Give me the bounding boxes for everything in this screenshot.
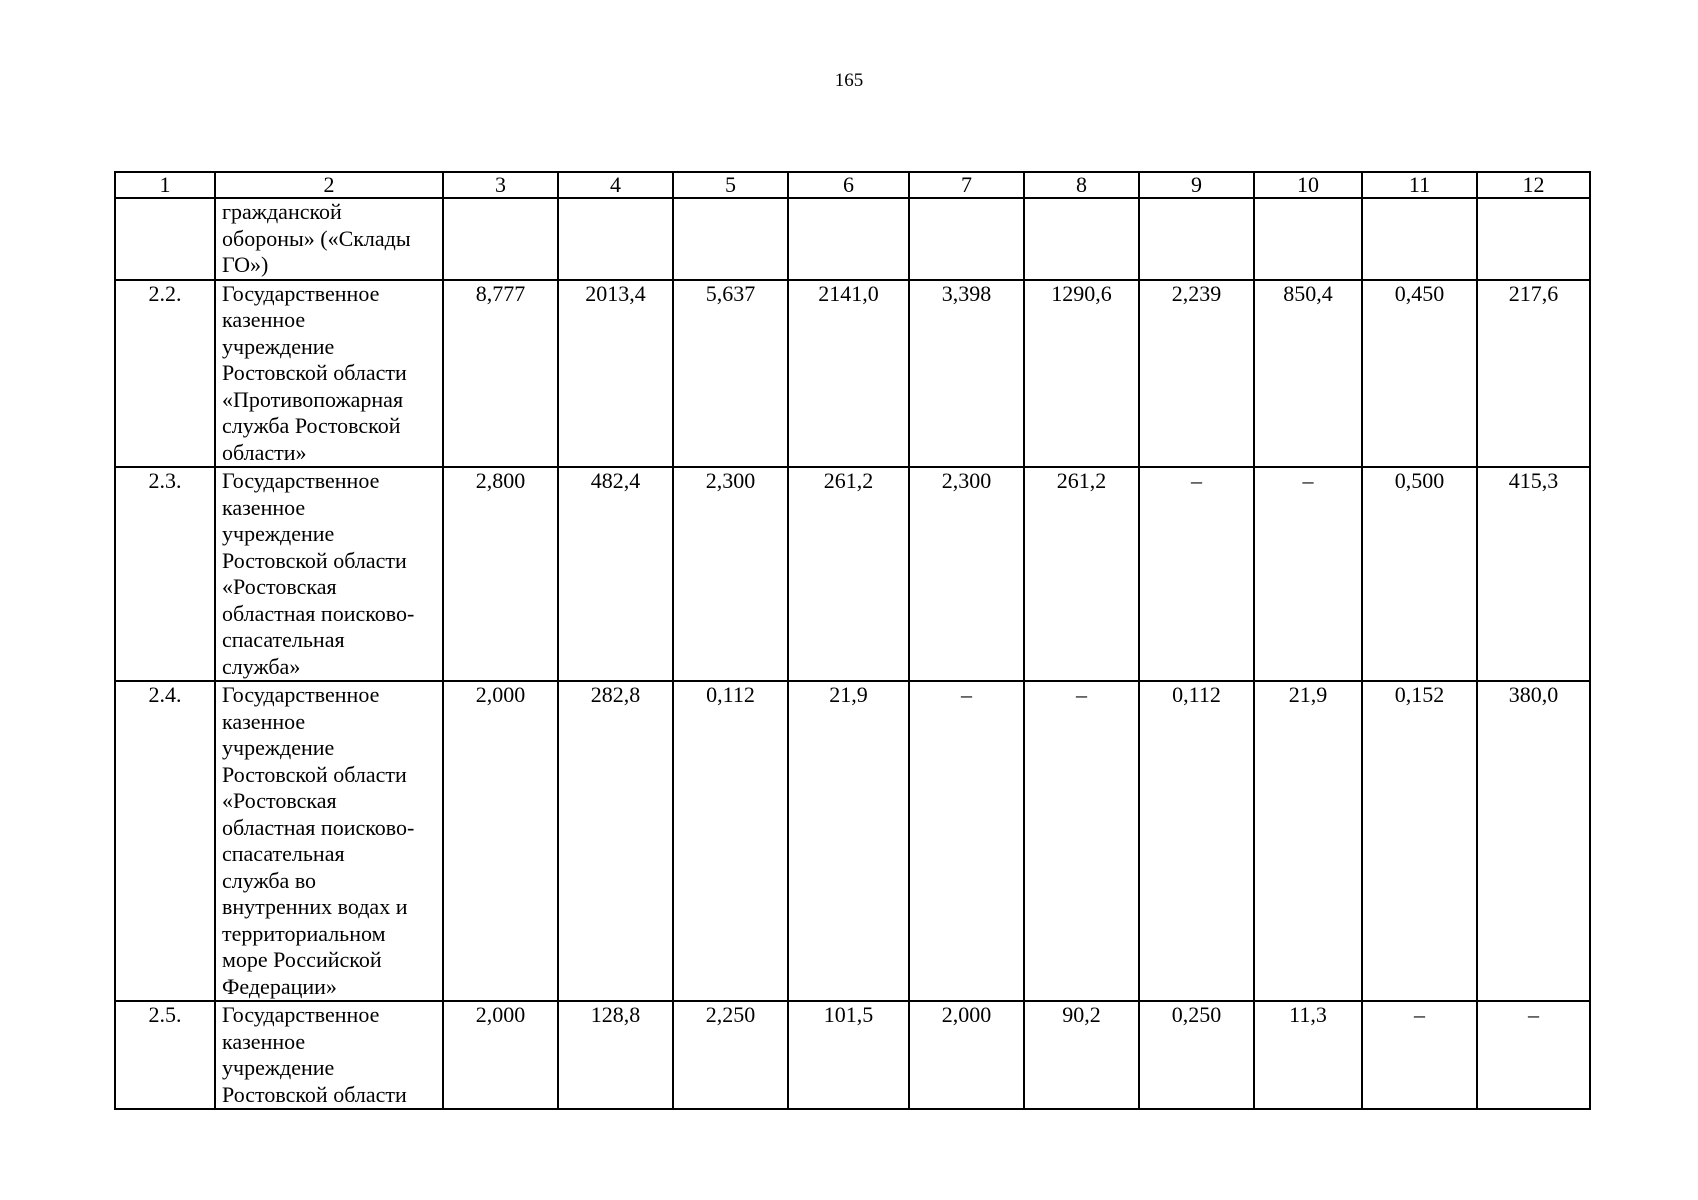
row-number-cell: 2.2. — [115, 280, 215, 468]
value-cell-col-12: 217,6 — [1477, 280, 1590, 468]
table-row — [115, 1001, 1590, 1109]
value-cell-col-5 — [673, 198, 788, 280]
institution-name-line: ГО») — [222, 252, 269, 277]
value-cell-col-3: 8,777 — [443, 280, 558, 468]
institution-name-line: Государственное — [222, 280, 380, 306]
value-cell-col-11 — [1362, 198, 1477, 280]
column-header-7: 7 — [909, 172, 1024, 198]
value-cell-col-6: 21,9 — [788, 681, 909, 1001]
value-cell-col-3: 2,000 — [443, 1001, 558, 1109]
value-cell-col-10: 850,4 — [1254, 280, 1362, 468]
value-cell-col-8: 261,2 — [1024, 467, 1139, 681]
value-cell-col-5: 2,300 — [673, 467, 788, 681]
value-cell-col-9: – — [1139, 467, 1254, 681]
column-header-12: 12 — [1477, 172, 1590, 198]
value-cell-col-4: 128,8 — [558, 1001, 673, 1109]
row-number-cell: 2.5. — [115, 1001, 215, 1109]
institution-name-line: территориальном — [222, 920, 386, 946]
column-header-9: 9 — [1139, 172, 1254, 198]
value-cell-col-12: – — [1477, 1001, 1590, 1109]
institution-name-cell — [215, 681, 443, 1001]
row-number-cell — [115, 198, 215, 280]
value-cell-col-6: 101,5 — [788, 1001, 909, 1109]
value-cell-col-12 — [1477, 198, 1590, 280]
institution-name-line: Ростовской области — [222, 1081, 407, 1107]
value-cell-col-11: 0,500 — [1362, 467, 1477, 681]
institution-name-line: казенное — [222, 1028, 306, 1054]
column-header-2: 2 — [215, 172, 443, 198]
value-cell-col-9: 2,239 — [1139, 280, 1254, 468]
value-cell-col-12: 415,3 — [1477, 467, 1590, 681]
value-cell-col-3 — [443, 198, 558, 280]
institution-name-line: Государственное — [222, 1002, 380, 1027]
value-cell-col-11: 0,450 — [1362, 280, 1477, 468]
institution-name-cell — [215, 198, 443, 280]
institution-name-line: Ростовской области — [222, 360, 407, 385]
column-header-5: 5 — [673, 172, 788, 198]
column-header-10: 10 — [1254, 172, 1362, 198]
value-cell-col-3: 2,800 — [443, 467, 558, 681]
value-cell-col-8 — [1024, 198, 1139, 280]
value-cell-col-10 — [1254, 198, 1362, 280]
institution-name-line: «Ростовская — [222, 788, 337, 813]
institution-name-line: учреждение — [222, 735, 335, 760]
column-header-1: 1 — [115, 172, 215, 198]
value-cell-col-4: 2013,4 — [558, 280, 673, 468]
value-cell-col-10: 21,9 — [1254, 681, 1362, 1001]
column-header-4: 4 — [558, 172, 673, 198]
institution-name-line: море Российской — [222, 947, 382, 972]
table-row — [115, 198, 1590, 280]
institution-name-line: обороны» («Склады — [222, 225, 411, 251]
column-header-11: 11 — [1362, 172, 1477, 198]
institution-name-line: Федерации» — [222, 973, 337, 999]
column-header-6: 6 — [788, 172, 909, 198]
value-cell-col-6 — [788, 198, 909, 280]
institution-name-line: спасательная — [222, 627, 345, 652]
column-header-8: 8 — [1024, 172, 1139, 198]
institution-name-line: учреждение — [222, 521, 335, 546]
value-cell-col-9: 0,112 — [1139, 681, 1254, 1001]
data-table — [114, 171, 1591, 1110]
value-cell-col-10: 11,3 — [1254, 1001, 1362, 1109]
value-cell-col-5: 5,637 — [673, 280, 788, 468]
table-row — [115, 280, 1590, 468]
table-row — [115, 681, 1590, 1001]
value-cell-col-7: – — [909, 681, 1024, 1001]
institution-name-line: спасательная — [222, 841, 345, 866]
value-cell-col-4: 282,8 — [558, 681, 673, 1001]
value-cell-col-11: – — [1362, 1001, 1477, 1109]
column-header-3: 3 — [443, 172, 558, 198]
institution-name-line: служба во — [222, 867, 317, 893]
institution-name-line: внутренних водах и — [222, 894, 408, 919]
table-row — [115, 467, 1590, 681]
institution-name-line: Ростовской области — [222, 761, 407, 787]
value-cell-col-6: 261,2 — [788, 467, 909, 681]
header-row — [115, 172, 1590, 198]
value-cell-col-8: 90,2 — [1024, 1001, 1139, 1109]
value-cell-col-6: 2141,0 — [788, 280, 909, 468]
row-number-cell: 2.3. — [115, 467, 215, 681]
value-cell-col-4 — [558, 198, 673, 280]
institution-name-line: служба» — [222, 653, 301, 679]
institution-name-line: гражданской — [222, 199, 342, 224]
institution-name-line: Государственное — [222, 468, 380, 493]
value-cell-col-11: 0,152 — [1362, 681, 1477, 1001]
institution-name-line: казенное — [222, 307, 306, 332]
institution-name-cell — [215, 280, 443, 468]
value-cell-col-7: 2,000 — [909, 1001, 1024, 1109]
institution-name-line: учреждение — [222, 1055, 335, 1080]
institution-name-cell — [215, 1001, 443, 1109]
value-cell-col-7 — [909, 198, 1024, 280]
institution-name-line: казенное — [222, 494, 306, 520]
page-number: 165 — [834, 70, 864, 91]
value-cell-col-12: 380,0 — [1477, 681, 1590, 1001]
institution-name-line: «Противопожарная — [222, 386, 404, 412]
value-cell-col-4: 482,4 — [558, 467, 673, 681]
row-number-cell: 2.4. — [115, 681, 215, 1001]
value-cell-col-7: 3,398 — [909, 280, 1024, 468]
value-cell-col-5: 2,250 — [673, 1001, 788, 1109]
institution-name-line: областная поисково- — [222, 814, 415, 840]
institution-name-line: учреждение — [222, 333, 335, 359]
value-cell-col-9: 0,250 — [1139, 1001, 1254, 1109]
institution-name-cell — [215, 467, 443, 681]
value-cell-col-7: 2,300 — [909, 467, 1024, 681]
value-cell-col-9 — [1139, 198, 1254, 280]
institution-name-line: областная поисково- — [222, 600, 415, 626]
value-cell-col-3: 2,000 — [443, 681, 558, 1001]
institution-name-line: «Ростовская — [222, 574, 337, 599]
institution-name-line: Ростовской области — [222, 547, 407, 573]
institution-name-line: служба Ростовской — [222, 413, 401, 438]
institution-name-line: Государственное — [222, 682, 380, 707]
institution-name-line: казенное — [222, 708, 306, 734]
value-cell-col-5: 0,112 — [673, 681, 788, 1001]
value-cell-col-8: – — [1024, 681, 1139, 1001]
value-cell-col-8: 1290,6 — [1024, 280, 1139, 468]
value-cell-col-10: – — [1254, 467, 1362, 681]
institution-name-line: области» — [222, 439, 307, 465]
